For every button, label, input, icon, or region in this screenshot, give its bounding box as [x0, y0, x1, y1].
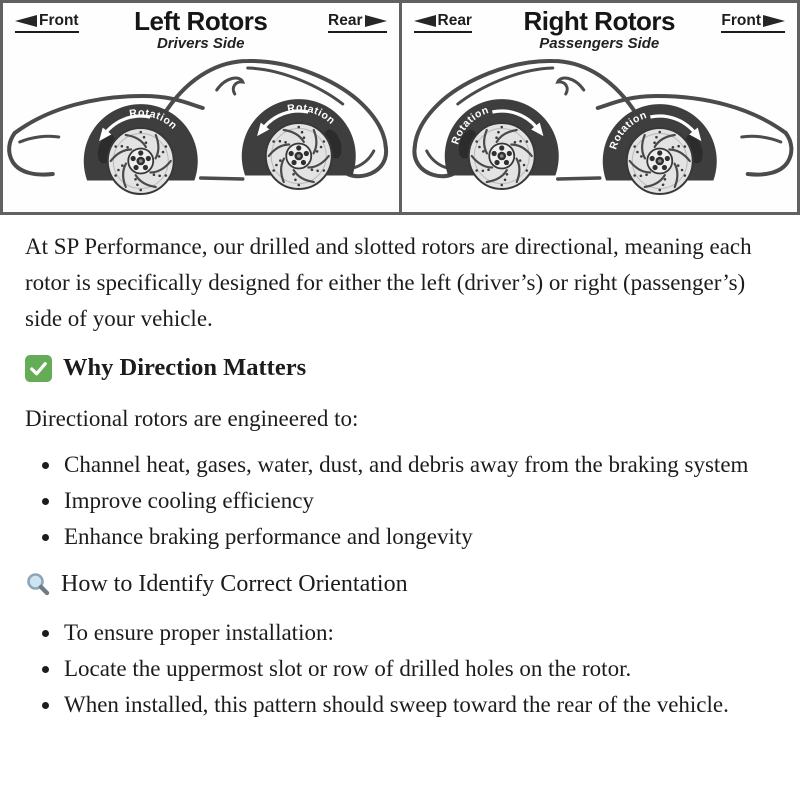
left-rotors-panel: [0, 0, 402, 215]
magnifying-glass-icon: [25, 571, 52, 598]
heading-text: Why Direction Matters: [63, 354, 307, 381]
rotation-label: Rotation: [128, 106, 180, 133]
lead-paragraph: Directional rotors are engineered to:: [25, 406, 359, 431]
check-mark-icon: [25, 355, 52, 382]
intro-paragraph: At SP Performance, our drilled and slotted rotors are directional, meaning each rotor is specifically designed for either the left (driver’s) or right (passenger’s) side of your vehicle.: [25, 234, 752, 331]
left-arrow-icon: [414, 15, 436, 27]
front-direction-label: [721, 12, 785, 33]
list-item: • When installed, this pattern should sweep toward the rear of the vehicle.: [62, 687, 770, 723]
right-car-illustration: [402, 47, 798, 215]
direction-text: Rear: [328, 12, 363, 29]
direction-text: Front: [721, 12, 761, 29]
direction-text: Rear: [437, 12, 472, 29]
rotation-label: Rotation: [448, 103, 491, 147]
left-arrow-icon: [15, 15, 37, 27]
left-panel-header: [3, 3, 399, 52]
front-direction-label: [15, 12, 79, 33]
heading-text: How to Identify Correct Orientation: [61, 571, 408, 597]
left-car-illustration: [3, 47, 399, 215]
rotation-label: Rotation: [286, 101, 338, 128]
right-arrow-icon: [365, 15, 387, 27]
list-item: • To ensure proper installation:: [62, 615, 770, 651]
panel-subtitle: Drivers Side: [156, 35, 245, 52]
rear-direction-label: [328, 12, 386, 33]
direction-text: Front: [39, 12, 79, 29]
right-arrow-icon: [763, 15, 785, 27]
article-body: [0, 215, 800, 723]
benefits-list: [25, 447, 770, 555]
list-item: • Locate the uppermost slot or row of drilled holes on the rotor.: [62, 651, 770, 687]
rear-direction-label: [414, 12, 472, 33]
list-item: • Channel heat, gases, water, dust, and debris away from the braking system: [62, 447, 770, 483]
panel-title: Left Rotors: [134, 6, 268, 36]
list-item: • Enhance braking performance and longevity: [62, 519, 770, 555]
list-item: • Improve cooling efficiency: [62, 483, 770, 519]
right-rotors-panel: [402, 0, 800, 215]
panel-title: Right Rotors: [523, 6, 675, 36]
panel-subtitle: Passengers Side: [539, 35, 660, 52]
right-panel-header: [402, 3, 798, 52]
why-direction-matters-heading: [25, 351, 770, 385]
rotor-direction-diagram: [0, 0, 800, 215]
how-to-identify-heading: [25, 567, 770, 601]
orientation-steps-list: [25, 615, 770, 723]
rotation-label: Rotation: [606, 108, 649, 152]
